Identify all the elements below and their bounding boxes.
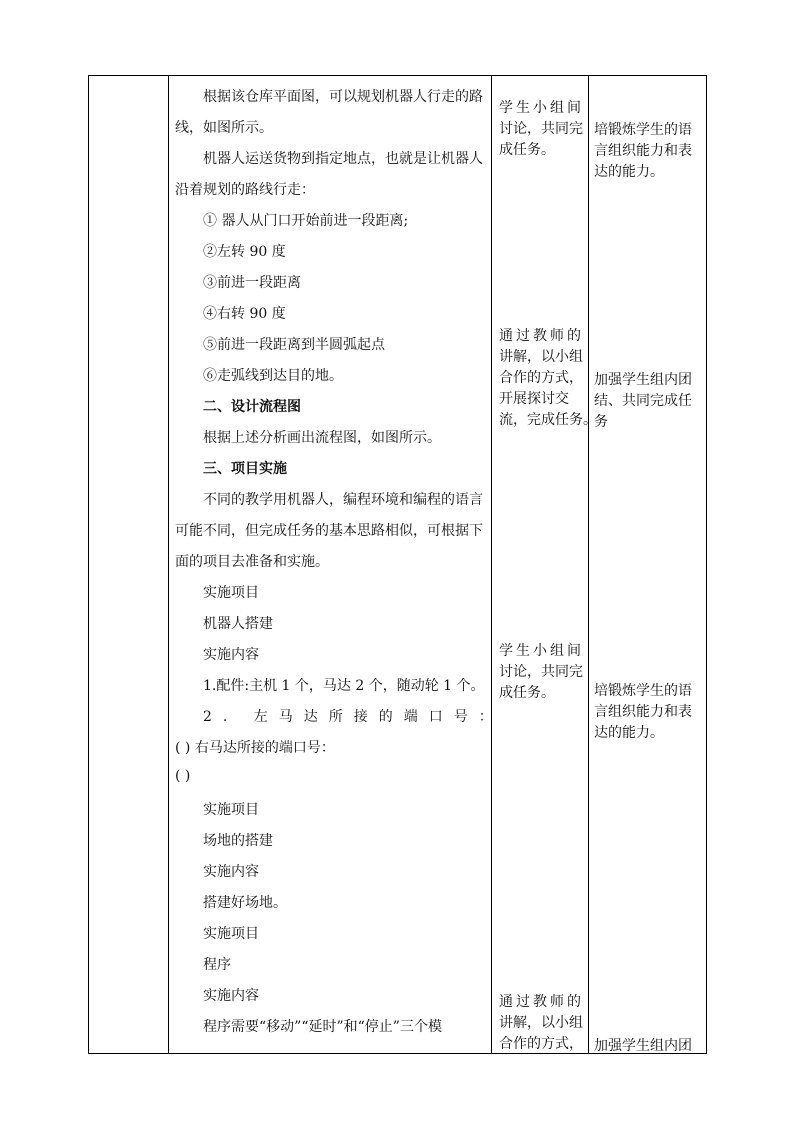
column-divider [588, 76, 589, 1053]
goal-line: 培锻炼学生的语 [594, 683, 692, 699]
goal-cell [594, 681, 704, 744]
activity-line: 讲解，以小组 [499, 1015, 583, 1031]
activity-line: 讲解，以小组 [499, 349, 583, 365]
content-line: 可能不同，但完成任务的基本思路相似，可根据下 [175, 523, 483, 539]
content-line: ① 器人从门口开始前进一段距离; [203, 213, 409, 229]
goal-cell [594, 370, 704, 433]
content-line: 实施项目 [203, 926, 259, 942]
content-line: 实施项目 [203, 585, 259, 601]
goal-line: 培锻炼学生的语 [594, 122, 692, 138]
section-heading: 二、设计流程图 [203, 399, 301, 415]
column-divider [168, 76, 169, 1053]
activity-line: 成任务。 [499, 142, 555, 158]
goal-cell [594, 1036, 704, 1057]
activity-line: 讨论，共同完 [499, 121, 583, 137]
content-line: 根据该仓库平面图，可以规划机器人行走的路 [203, 89, 483, 105]
content-line: 搭建好场地。 [203, 895, 287, 911]
lesson-table [88, 75, 707, 1054]
activity-line: 流，完成任务。 [499, 412, 597, 428]
content-line: 不同的教学用机器人，编程环境和编程的语言 [203, 492, 483, 508]
content-line: 沿着规划的路线行走： [175, 182, 315, 198]
activity-line: 通过教师的 [499, 994, 584, 1010]
column-divider [491, 76, 492, 1053]
content-line: ④右转 90 度 [203, 306, 286, 322]
content-line: ③前进一段距离 [203, 275, 301, 291]
content-line: ( ) [175, 768, 191, 784]
content-line: 实施内容 [203, 864, 259, 880]
content-line: 场地的搭建 [203, 833, 273, 849]
content-line: 线，如图所示。 [175, 120, 273, 136]
activity-cell [499, 992, 585, 1055]
activity-line: 合作的方式， [499, 1036, 583, 1052]
activity-line: 讨论，共同完 [499, 664, 583, 680]
activity-line: 开展探讨交 [499, 391, 569, 407]
activity-cell [499, 98, 585, 161]
content-line: 实施内容 [203, 988, 259, 1004]
content-line: 2. 左马达所接的端口号： [203, 709, 504, 725]
section-heading: 三、项目实施 [203, 461, 287, 477]
content-line: 1.配件:主机 1 个，马达 2 个，随动轮 1 个。 [203, 678, 485, 694]
goal-line: 达的能力。 [594, 725, 664, 741]
activity-line: 合作的方式， [499, 370, 583, 386]
goal-line: 结、共同完成任 [594, 393, 692, 409]
activity-line: 通过教师的 [499, 328, 584, 344]
content-line: 程序需要“移动”“延时”和“停止”三个模 [203, 1019, 442, 1035]
content-line: ( ) 右马达所接的端口号： [175, 740, 335, 756]
content-line: 程序 [203, 957, 231, 973]
content-line: 实施内容 [203, 647, 259, 663]
activity-cell [499, 641, 585, 704]
content-line: ⑤前进一段距离到半圆弧起点 [203, 337, 385, 353]
goal-line: 言组织能力和表 [594, 143, 692, 159]
content-line: 实施项目 [203, 802, 259, 818]
goal-line: 加强学生组内团 [594, 1038, 692, 1054]
goal-line: 务 [594, 414, 608, 430]
goal-line: 达的能力。 [594, 164, 664, 180]
goal-line: 言组织能力和表 [594, 704, 692, 720]
activity-cell [499, 326, 597, 431]
activity-line: 学生小组间 [499, 100, 584, 116]
goal-line: 加强学生组内团 [594, 372, 692, 388]
activity-line: 学生小组间 [499, 643, 584, 659]
activity-line: 成任务。 [499, 685, 555, 701]
content-line: 机器人运送货物到指定地点，也就是让机器人 [203, 151, 483, 167]
content-line: 面的项目去准备和实施。 [175, 554, 329, 570]
content-line: 机器人搭建 [203, 616, 273, 632]
content-line: 根据上述分析画出流程图，如图所示。 [203, 430, 441, 446]
content-line: ⑥走弧线到达目的地。 [203, 368, 343, 384]
content-line: ②左转 90 度 [203, 244, 286, 260]
goal-cell [594, 120, 704, 183]
